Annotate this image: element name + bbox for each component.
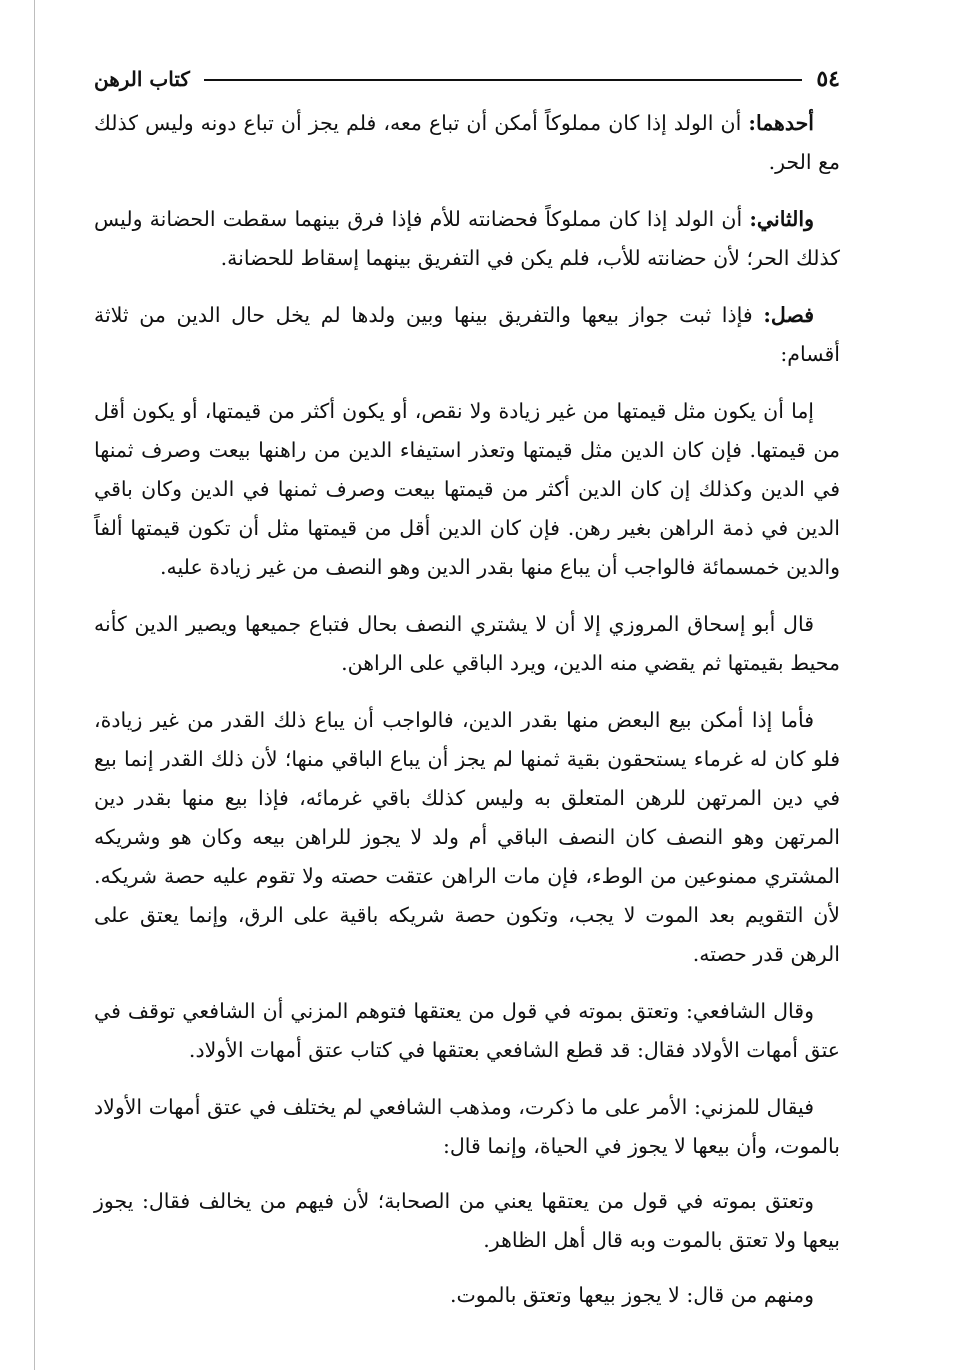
paragraph-text: وقال الشافعي: وتعتق بموته في قول من يعتقها فتوهم المزني أن الشافعي توقف في عتق أمهات الأولاد فقال: قد قطع الشافعي بعتقها في كتاب عتق أمهات الأولاد. <box>94 999 840 1062</box>
paragraph-lead: أحدهما: <box>748 111 814 135</box>
page-body <box>94 104 840 1331</box>
paragraph-first-reason <box>94 104 840 182</box>
paragraph-section <box>94 296 840 374</box>
header-rule <box>204 79 802 81</box>
paragraph-text: فيقال للمزني: الأمر على ما ذكرت، ومذهب الشافعي لم يختلف في عتق أمهات الأولاد بالموت، وأن بيعها لا يجوز في الحياة، وإنما قال: <box>94 1095 840 1158</box>
paragraph-body <box>94 992 840 1070</box>
paragraph-text: أن الولد إذا كان مملوكاً أمكن أن تباع معه، فلم يجز أن تباع دونه وليس كذلك مع الحر. <box>94 111 840 174</box>
chapter-title: كتاب الرهن <box>94 67 190 91</box>
paragraph-text: فأما إذا أمكن بيع البعض منها بقدر الدين، فالواجب أن يباع ذلك القدر من غير زيادة، فلو كان له غرماء يستحقون بقية ثمنها لم يجز أن يباع الباقي منها؛ لأن ذلك القدر إنما بيع في دين المرتهن للرهن المتعلق به وليس كذلك باقي غرمائه، فإذا بيع منها بقدر دين المرتهن وهو النصف كان النصف الباقي أم ولد لا يجوز للراهن بيعه وكان هو وشريكه المشتري ممنوعين من الوطء، فإن مات الراهن عتقت حصته ولا تقوم عليه حصة شريكه. لأن التقويم بعد الموت لا يجب، وتكون حصة شريكه باقية على الرق، وإنما يعتق على الرهن قدر حصته. <box>94 708 840 966</box>
paragraph-body <box>94 392 840 587</box>
running-header <box>94 66 840 92</box>
page-number: ٥٤ <box>816 66 840 92</box>
paragraph-body <box>94 1182 840 1260</box>
paragraph-body <box>94 701 840 974</box>
paragraph-lead: فصل: <box>763 303 814 327</box>
paragraph-second-reason <box>94 200 840 278</box>
paragraph-text: فإذا ثبت جواز بيعها والتفريق بينها وبين ولدها لم يخل حال الدين من ثلاثة أقسام: <box>94 303 840 366</box>
paragraph-lead: والثاني: <box>749 207 814 231</box>
paragraph-text: أن الولد إذا كان مملوكاً فحضانته للأم فإذا فرق بينهما سقطت الحضانة وليس كذلك الحر؛ لأن حضانته للأب، فلم يكن في التفريق بينهما إسقاط للحضانة. <box>94 207 840 270</box>
paragraph-body <box>94 605 840 683</box>
paragraph-body <box>94 1088 840 1166</box>
paragraph-body <box>94 1276 840 1315</box>
paragraph-text: إما أن يكون مثل قيمتها من غير زيادة ولا نقص، أو يكون أكثر من قيمتها، أو يكون أقل من قيمتها. فإن كان الدين مثل قيمتها وتعذر استيفاء الدين من راهنها بيعت وصرف ثمنها في الدين وكذلك إن كان الدين أكثر من قيمتها بيعت وصرف ثمنها في الدين وكان باقي الدين في ذمة الراهن بغير رهن. فإن كان الدين أقل من قيمتها مثل أن تكون قيمتها ألفاً والدين خمسمائة فالواجب أن يباع منها بقدر الدين وهو النصف من غير زيادة عليه. <box>94 399 840 579</box>
paragraph-text: قال أبو إسحاق المروزي إلا أن لا يشتري النصف بحال فتباع جميعها ويصير الدين كأنه محيط بقيمتها ثم يقضي منه الدين، ويرد الباقي على الراهن. <box>94 612 840 675</box>
paragraph-text: ومنهم من قال: لا يجوز بيعها وتعتق بالموت. <box>449 1283 814 1307</box>
page-edge-line <box>34 0 35 1370</box>
paragraph-text: وتعتق بموته في قول من يعتقها يعني من الصحابة؛ لأن فيهم من يخالف فقال: يجوز بيعها ولا تعتق بالموت وبه قال أهل الظاهر. <box>94 1189 840 1252</box>
